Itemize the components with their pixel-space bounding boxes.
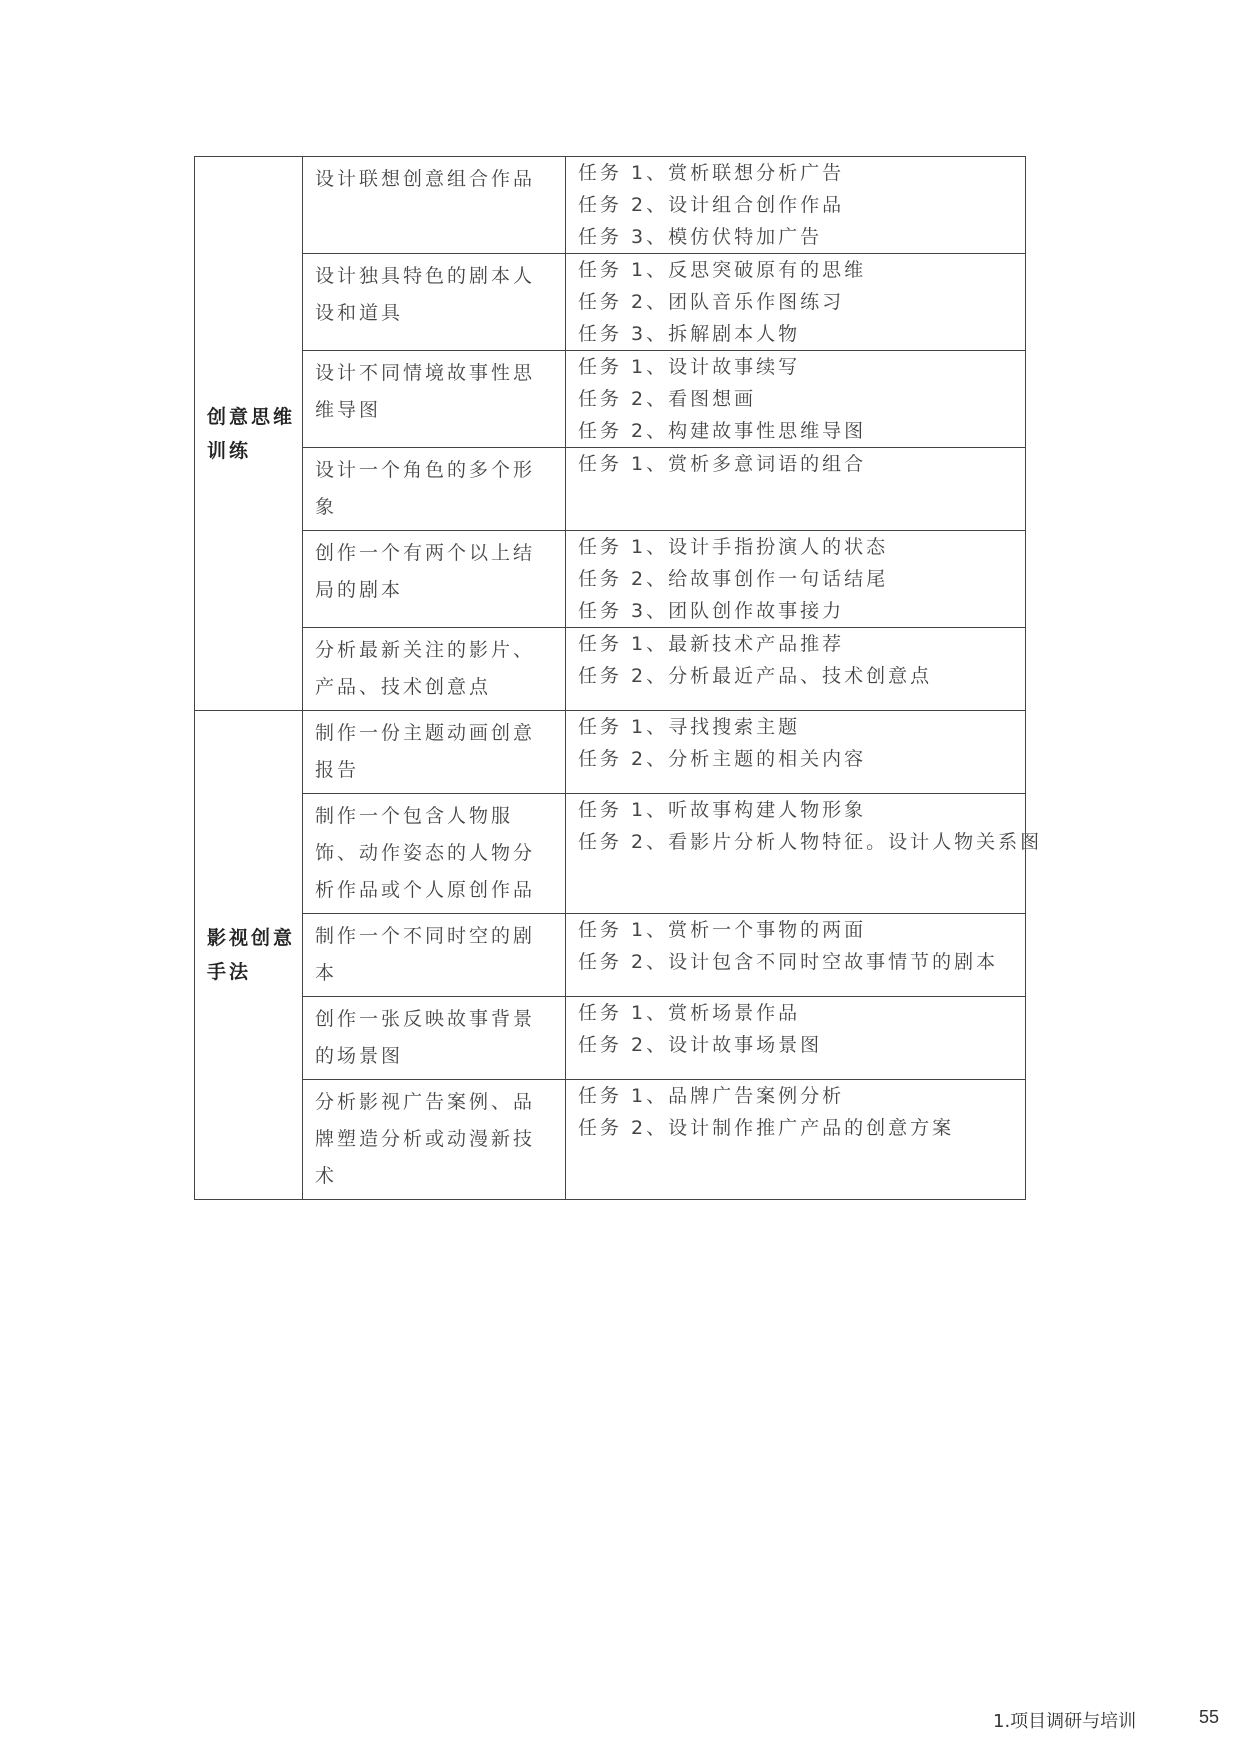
task-item: 任务 1、听故事构建人物形象 (578, 799, 867, 821)
task-item: 任务 3、模仿伏特加广告 (578, 226, 823, 248)
task-item: 任务 1、寻找搜索主题 (578, 716, 801, 738)
project-cell: 设计独具特色的剧本人设和道具 (303, 254, 566, 351)
table-row (195, 914, 1026, 997)
task-cell (566, 448, 1026, 531)
task-item: 任务 2、分析最近产品、技术创意点 (578, 665, 933, 687)
task-item: 任务 2、构建故事性思维导图 (578, 420, 867, 442)
task-cell (566, 531, 1026, 628)
task-item: 任务 1、设计手指扮演人的状态 (578, 536, 889, 558)
task-item: 任务 2、分析主题的相关内容 (578, 748, 867, 770)
task-item: 任务 2、设计组合创作作品 (578, 194, 845, 216)
project-cell: 制作一个不同时空的剧本 (303, 914, 566, 997)
task-item: 任务 2、设计包含不同时空故事情节的剧本 (578, 951, 999, 973)
task-item: 任务 1、品牌广告案例分析 (578, 1085, 845, 1107)
table-row (195, 157, 1026, 254)
task-cell (566, 711, 1026, 794)
task-item: 任务 1、最新技术产品推荐 (578, 633, 845, 655)
task-cell (566, 351, 1026, 448)
task-item: 任务 1、赏析联想分析广告 (578, 162, 845, 184)
task-item: 任务 1、赏析场景作品 (578, 1002, 801, 1024)
project-cell: 分析最新关注的影片、产品、技术创意点 (303, 628, 566, 711)
table-row (195, 711, 1026, 794)
footer-section-title: 1.项目调研与培训 (993, 1711, 1137, 1732)
table-row (195, 351, 1026, 448)
task-item: 任务 2、设计故事场景图 (578, 1034, 823, 1056)
project-cell: 制作一份主题动画创意报告 (303, 711, 566, 794)
project-cell: 创作一个有两个以上结局的剧本 (303, 531, 566, 628)
task-cell (566, 628, 1026, 711)
task-cell (566, 254, 1026, 351)
project-cell: 创作一张反映故事背景的场景图 (303, 997, 566, 1080)
task-item: 任务 1、赏析多意词语的组合 (578, 453, 867, 475)
task-item: 任务 2、给故事创作一句话结尾 (578, 568, 889, 590)
table-row (195, 794, 1026, 914)
task-cell (566, 157, 1026, 254)
project-cell: 设计联想创意组合作品 (303, 157, 566, 254)
task-item: 任务 3、拆解剧本人物 (578, 323, 801, 345)
table-row (195, 448, 1026, 531)
task-cell (566, 1080, 1026, 1200)
table-row (195, 531, 1026, 628)
task-cell (566, 794, 1043, 914)
task-item: 任务 2、团队音乐作图练习 (578, 291, 845, 313)
project-cell: 制作一个包含人物服饰、动作姿态的人物分析作品或个人原创作品 (303, 794, 566, 914)
task-item: 任务 1、赏析一个事物的两面 (578, 919, 867, 941)
module-name-cell: 影视创意手法 (195, 711, 303, 1200)
project-cell: 设计一个角色的多个形象 (303, 448, 566, 531)
task-cell (566, 914, 1026, 997)
task-item: 任务 2、看影片分析人物特征。设计人物关系图 (578, 831, 1043, 853)
task-item: 任务 1、设计故事续写 (578, 356, 801, 378)
module-name-cell: 创意思维训练 (195, 157, 303, 711)
task-item: 任务 1、反思突破原有的思维 (578, 259, 867, 281)
table-row (195, 1080, 1026, 1200)
task-item: 任务 2、设计制作推广产品的创意方案 (578, 1117, 955, 1139)
task-item: 任务 3、团队创作故事接力 (578, 600, 845, 622)
curriculum-table (194, 156, 1043, 1200)
page-number: 55 (1199, 1707, 1220, 1727)
table-row (195, 254, 1026, 351)
task-cell (566, 997, 1026, 1080)
task-item: 任务 2、看图想画 (578, 388, 757, 410)
project-cell: 设计不同情境故事性思维导图 (303, 351, 566, 448)
table-row (195, 997, 1026, 1080)
project-cell: 分析影视广告案例、品牌塑造分析或动漫新技术 (303, 1080, 566, 1200)
table-row (195, 628, 1026, 711)
